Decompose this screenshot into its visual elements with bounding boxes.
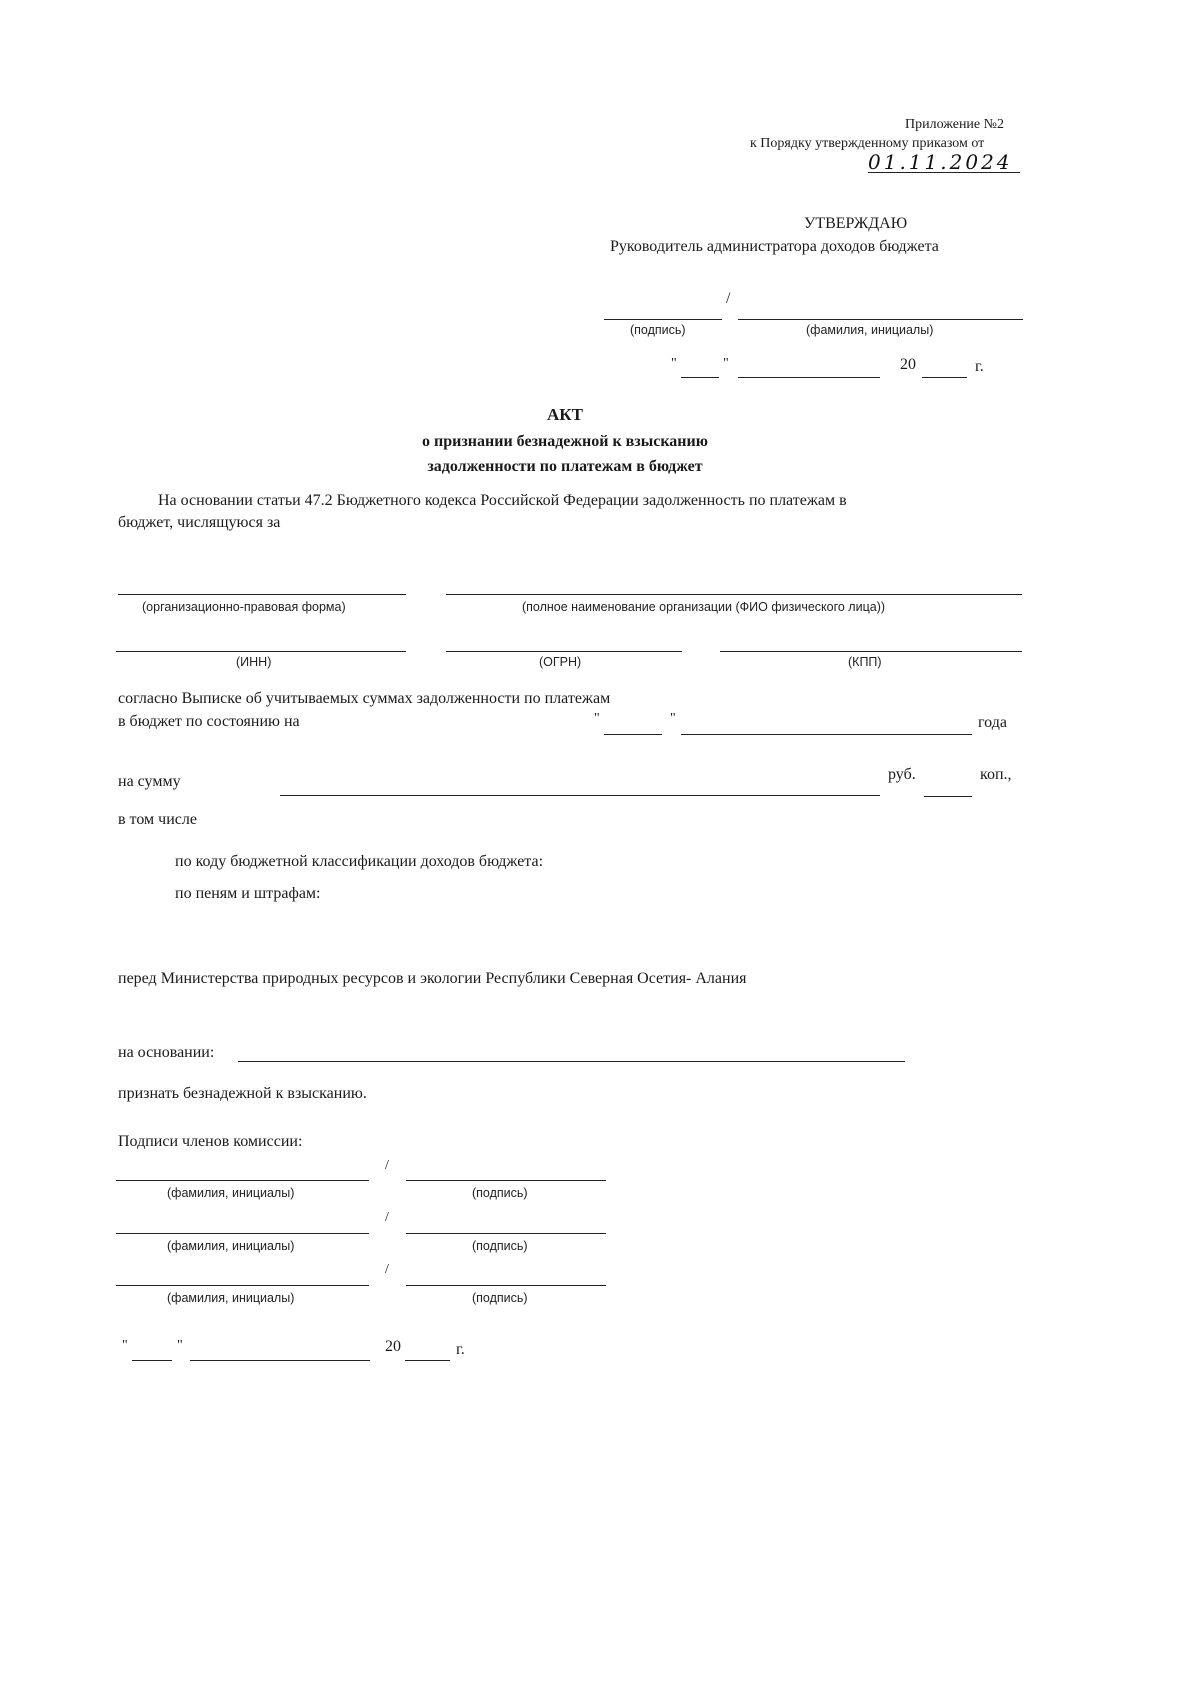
inn-caption: (ИНН) — [236, 655, 272, 669]
ogrn-line — [446, 651, 682, 652]
approval-day-line — [681, 377, 719, 378]
org-form-caption: (организационно-правовая форма) — [142, 600, 346, 614]
org-name-line — [446, 594, 1022, 595]
commission-signature-line — [406, 1233, 606, 1234]
intro-line2: бюджет, числящуюся за — [118, 514, 281, 531]
intro-line1: На основании статьи 47.2 Бюджетного кодекса Российской Федерации задолженность по платежам в — [158, 492, 847, 509]
basis-line — [238, 1061, 905, 1062]
act-title: АКТ — [547, 405, 583, 424]
commission-name-line — [116, 1285, 369, 1286]
ogrn-caption: (ОГРН) — [539, 655, 582, 669]
commission-quote-close: " — [177, 1338, 183, 1353]
commission-signature-caption: (подпись) — [472, 1239, 528, 1253]
commission-name-line — [116, 1233, 369, 1234]
commission-month-line — [190, 1360, 370, 1361]
commission-name-caption: (фамилия, инициалы) — [167, 1186, 295, 1200]
act-subtitle-line1: о признании безнадежной к взысканию — [422, 433, 708, 450]
approval-slash: / — [726, 290, 731, 307]
approver-name-caption: (фамилия, инициалы) — [806, 323, 934, 337]
approver-signature-line — [604, 319, 722, 320]
extract-line2: в бюджет по состоянию на — [118, 713, 300, 730]
rub-label: руб. — [888, 766, 916, 783]
commission-slash: / — [385, 1262, 389, 1277]
commission-signature-caption: (подпись) — [472, 1291, 528, 1305]
approval-year-suffix: г. — [975, 358, 984, 375]
commission-day-line — [132, 1360, 172, 1361]
approval-year-prefix: 20 — [900, 356, 916, 373]
kpp-line — [720, 651, 1022, 652]
commission-heading: Подписи членов комиссии: — [118, 1133, 303, 1150]
by-code-label: по коду бюджетной классификации доходов бюджета: — [175, 853, 544, 870]
extract-quote-open: " — [594, 711, 600, 726]
approval-quote-open: " — [671, 356, 677, 371]
commission-name-caption: (фамилия, инициалы) — [167, 1291, 295, 1305]
declare-text: признать безнадежной к взысканию. — [118, 1085, 367, 1102]
commission-signature-caption: (подпись) — [472, 1186, 528, 1200]
amount-label: на сумму — [118, 773, 181, 790]
commission-signature-line — [406, 1285, 606, 1286]
act-subtitle-line2: задолженности по платежам в бюджет — [427, 458, 703, 475]
commission-name-caption: (фамилия, инициалы) — [167, 1239, 295, 1253]
by-penalties-label: по пеням и штрафам: — [175, 885, 321, 902]
order-reference: к Порядку утвержденному приказом от — [750, 136, 985, 151]
basis-label: на основании: — [118, 1044, 215, 1061]
extract-quote-close: " — [670, 711, 676, 726]
commission-slash: / — [385, 1210, 389, 1225]
kop-label: коп., — [980, 766, 1012, 783]
commission-slash: / — [385, 1158, 389, 1173]
order-date-handwritten: 01.11.2024 — [868, 150, 1013, 174]
commission-signature-line — [406, 1180, 606, 1181]
order-date-underline — [868, 172, 1020, 173]
including-label: в том числе — [118, 811, 197, 828]
year-word: года — [978, 714, 1007, 731]
commission-year-line — [405, 1360, 450, 1361]
approve-heading: УТВЕРЖДАЮ — [804, 215, 908, 232]
approver-position: Руководитель администратора доходов бюджета — [610, 238, 939, 255]
amount-line — [280, 795, 880, 796]
extract-month-line — [681, 734, 972, 735]
approval-year-line — [922, 377, 967, 378]
creditor-line: перед Министерства природных ресурсов и экологии Республики Северная Осетия- Алания — [118, 970, 747, 987]
approval-quote-close: " — [723, 356, 729, 371]
approval-month-line — [738, 377, 880, 378]
commission-quote-open: " — [122, 1338, 128, 1353]
extract-day-line — [604, 734, 662, 735]
appendix-number: Приложение №2 — [905, 117, 1004, 132]
kop-line — [924, 796, 972, 797]
kpp-caption: (КПП) — [848, 655, 882, 669]
org-name-caption: (полное наименование организации (ФИО физического лица)) — [522, 600, 886, 614]
commission-year-suffix: г. — [456, 1341, 465, 1358]
inn-line — [116, 651, 406, 652]
approver-signature-caption: (подпись) — [630, 323, 686, 337]
commission-name-line — [116, 1180, 369, 1181]
extract-line1: согласно Выписке об учитываемых суммах задолженности по платежам — [118, 690, 611, 707]
approver-name-line — [738, 319, 1023, 320]
commission-year-prefix: 20 — [385, 1338, 401, 1355]
org-form-line — [118, 594, 406, 595]
